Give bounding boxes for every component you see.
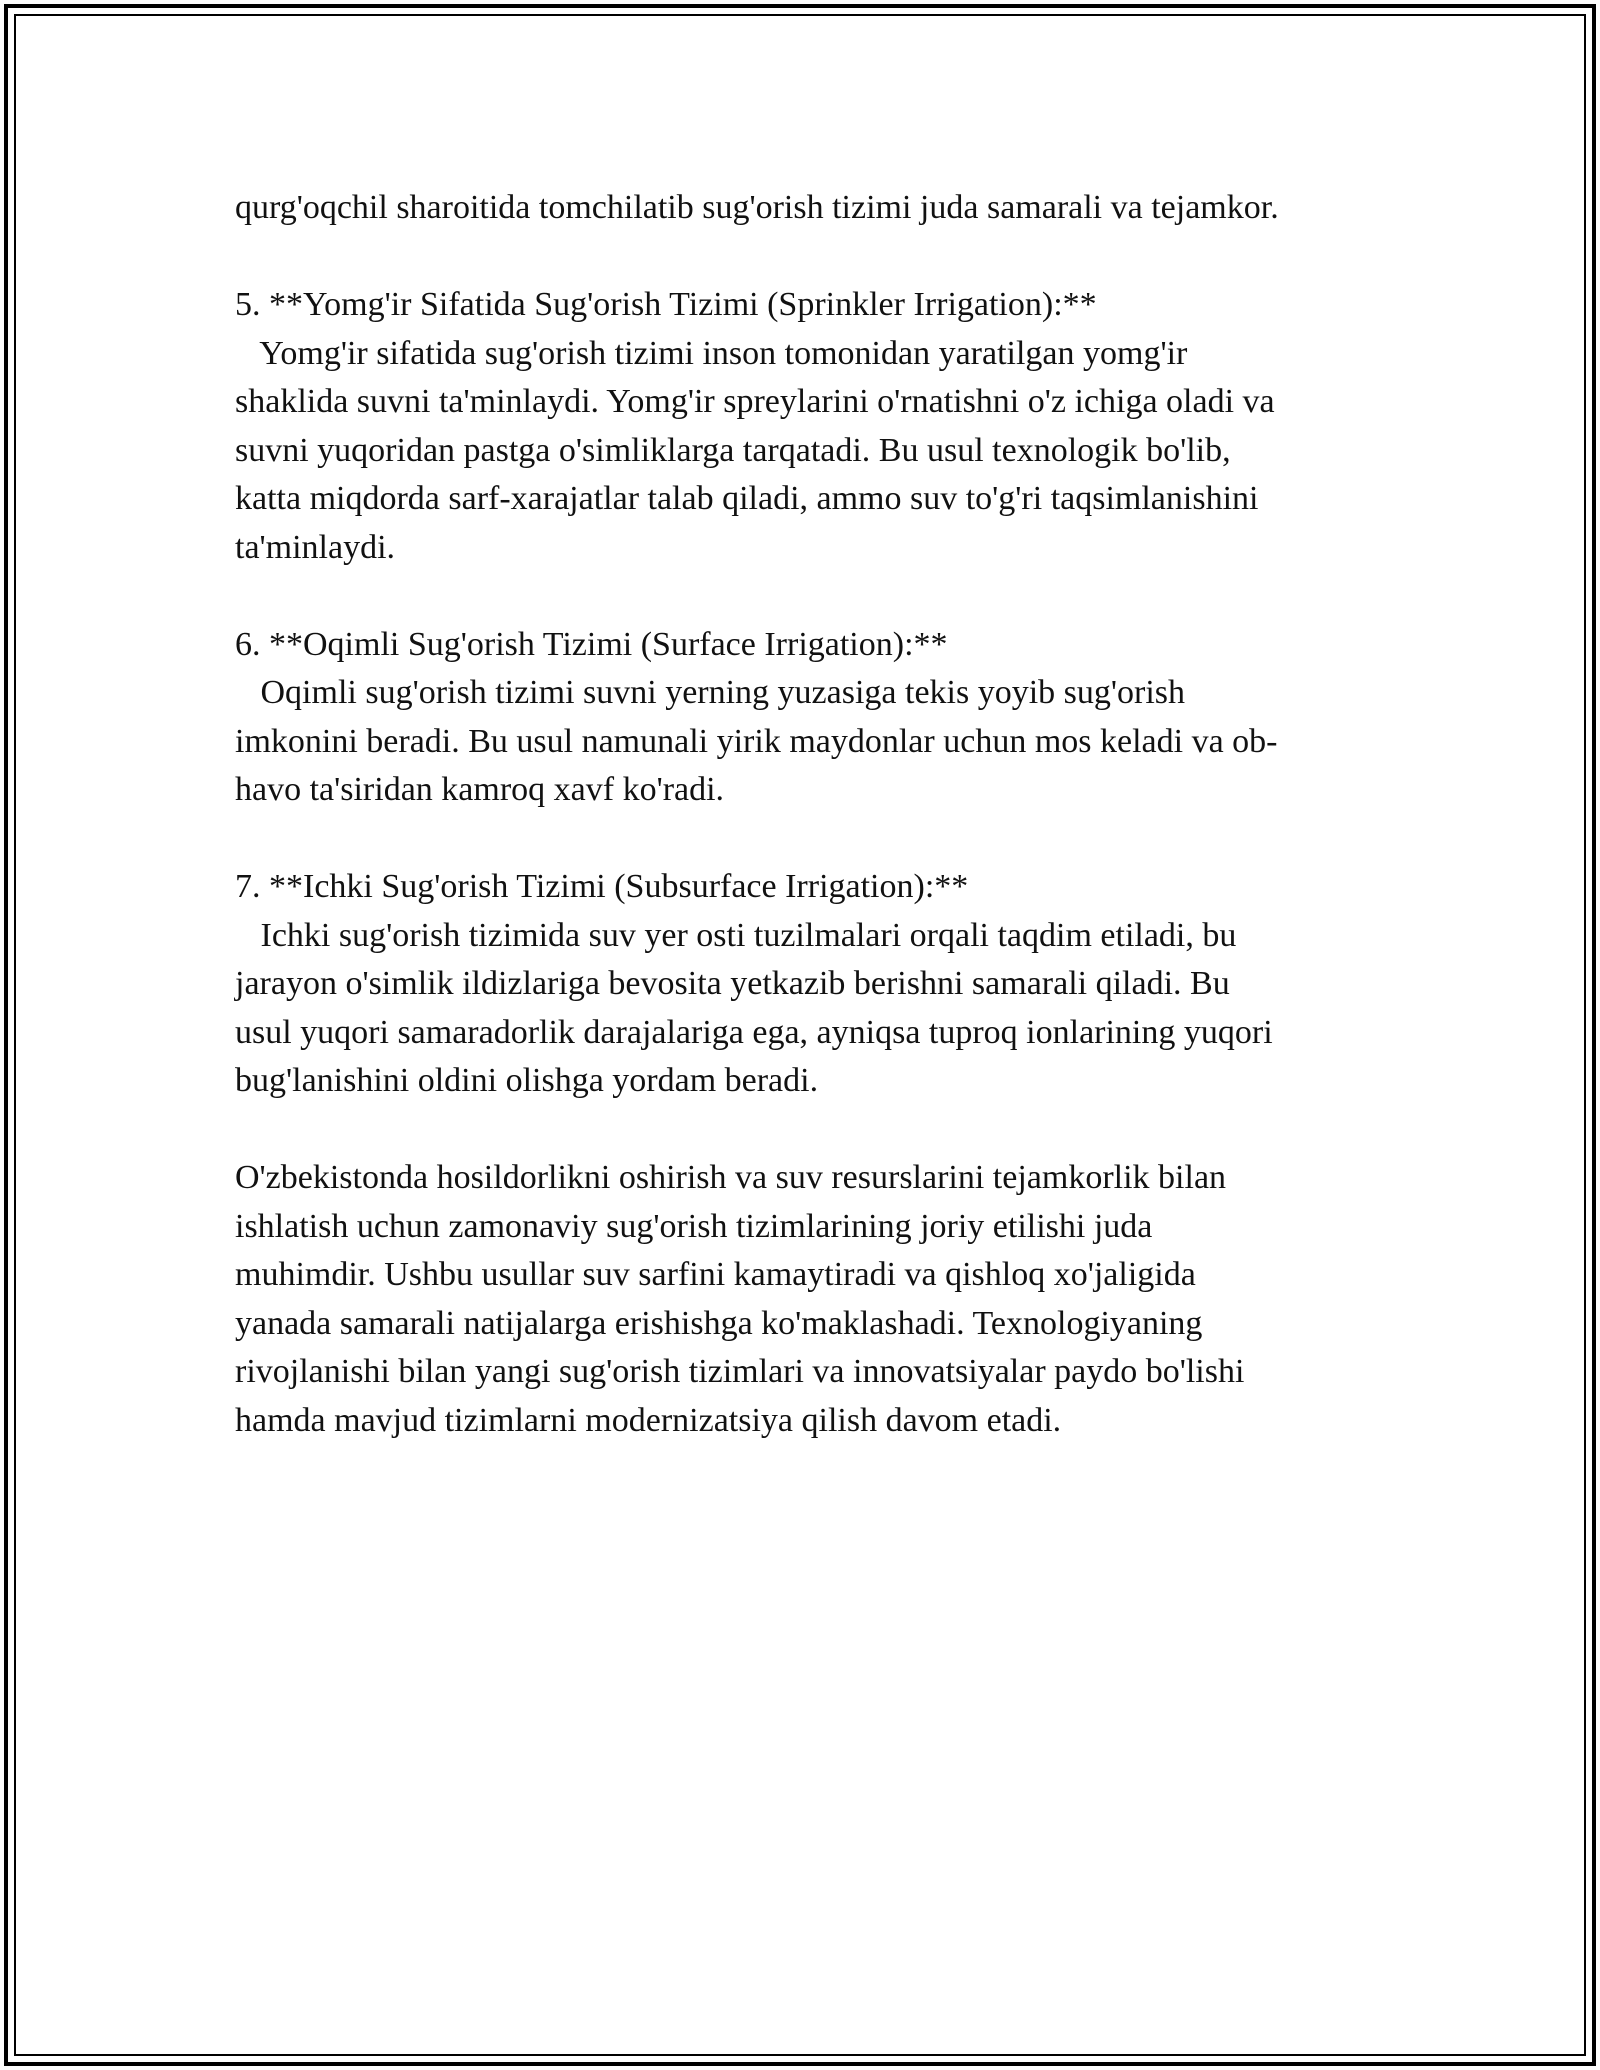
document-page: [235, 184, 1395, 1445]
body-line: ishlatish uchun zamonaviy sug'orish tizimlarining joriy etilishi juda: [235, 1207, 1153, 1245]
section-surface: [235, 621, 1395, 815]
section-heading: 6. **Oqimli Sug'orish Tizimi (Surface Irrigation):**: [235, 625, 948, 663]
conclusion-paragraph: [235, 1154, 1395, 1445]
body-line: Ichki sug'orish tizimida suv yer osti tuzilmalari orqali taqdim etiladi, bu: [235, 916, 1237, 954]
body-line: usul yuqori samaradorlik darajalariga ega, ayniqsa tuproq ionlarining yuqori: [235, 1013, 1273, 1051]
paragraph-gap: [235, 815, 1395, 864]
body-line: bug'lanishini oldini olishga yordam beradi.: [235, 1062, 819, 1099]
body-line: shaklida suvni ta'minlaydi. Yomg'ir spreylarini o'rnatishni o'z ichiga oladi va: [235, 383, 1275, 420]
body-line: O'zbekistonda hosildorlikni oshirish va suv resurslarini tejamkorlik bilan: [235, 1159, 1227, 1196]
body-line: havo ta'siridan kamroq xavf ko'radi.: [235, 771, 725, 808]
body-line: jarayon o'simlik ildizlariga bevosita yetkazib berishni samarali qiladi. Bu: [235, 965, 1230, 1002]
body-line: ta'minlaydi.: [235, 528, 396, 566]
body-line: katta miqdorda sarf-xarajatlar talab qiladi, ammo suv to'g'ri taqsimlanishini: [235, 480, 1259, 517]
continuation-line: qurg'oqchil sharoitida tomchilatib sug'orish tizimi juda samarali va tejamkor.: [235, 189, 1279, 226]
body-line: Yomg'ir sifatida sug'orish tizimi inson tomonidan yaratilgan yomg'ir: [235, 334, 1188, 372]
section-heading: 7. **Ichki Sug'orish Tizimi (Subsurface Irrigation):**: [235, 868, 969, 905]
body-line: muhimdir. Ushbu usullar suv sarfini kamaytiradi va qishloq xo'jaligida: [235, 1256, 1196, 1293]
body-line: hamda mavjud tizimlarni modernizatsiya qilish davom etadi.: [235, 1401, 1062, 1439]
paragraph-gap: [235, 233, 1395, 282]
paragraph-gap: [235, 1106, 1395, 1155]
body-line: imkonini beradi. Bu usul namunali yirik maydonlar uchun mos keladi va ob-: [235, 722, 1278, 760]
body-line: yanada samarali natijalarga erishishga ko'maklashadi. Texnologiyaning: [235, 1304, 1203, 1342]
body-line: Oqimli sug'orish tizimi suvni yerning yuzasiga tekis yoyib sug'orish: [235, 674, 1186, 711]
section-heading: 5. **Yomg'ir Sifatida Sug'orish Tizimi (Sprinkler Irrigation):**: [235, 286, 1097, 323]
section-subsurface: [235, 863, 1395, 1106]
body-line: rivojlanishi bilan yangi sug'orish tizimlari va innovatsiyalar paydo bo'lishi: [235, 1353, 1245, 1390]
body-line: suvni yuqoridan pastga o'simliklarga tarqatadi. Bu usul texnologik bo'lib,: [235, 431, 1231, 469]
paragraph-gap: [235, 572, 1395, 621]
section-sprinkler: [235, 281, 1395, 572]
